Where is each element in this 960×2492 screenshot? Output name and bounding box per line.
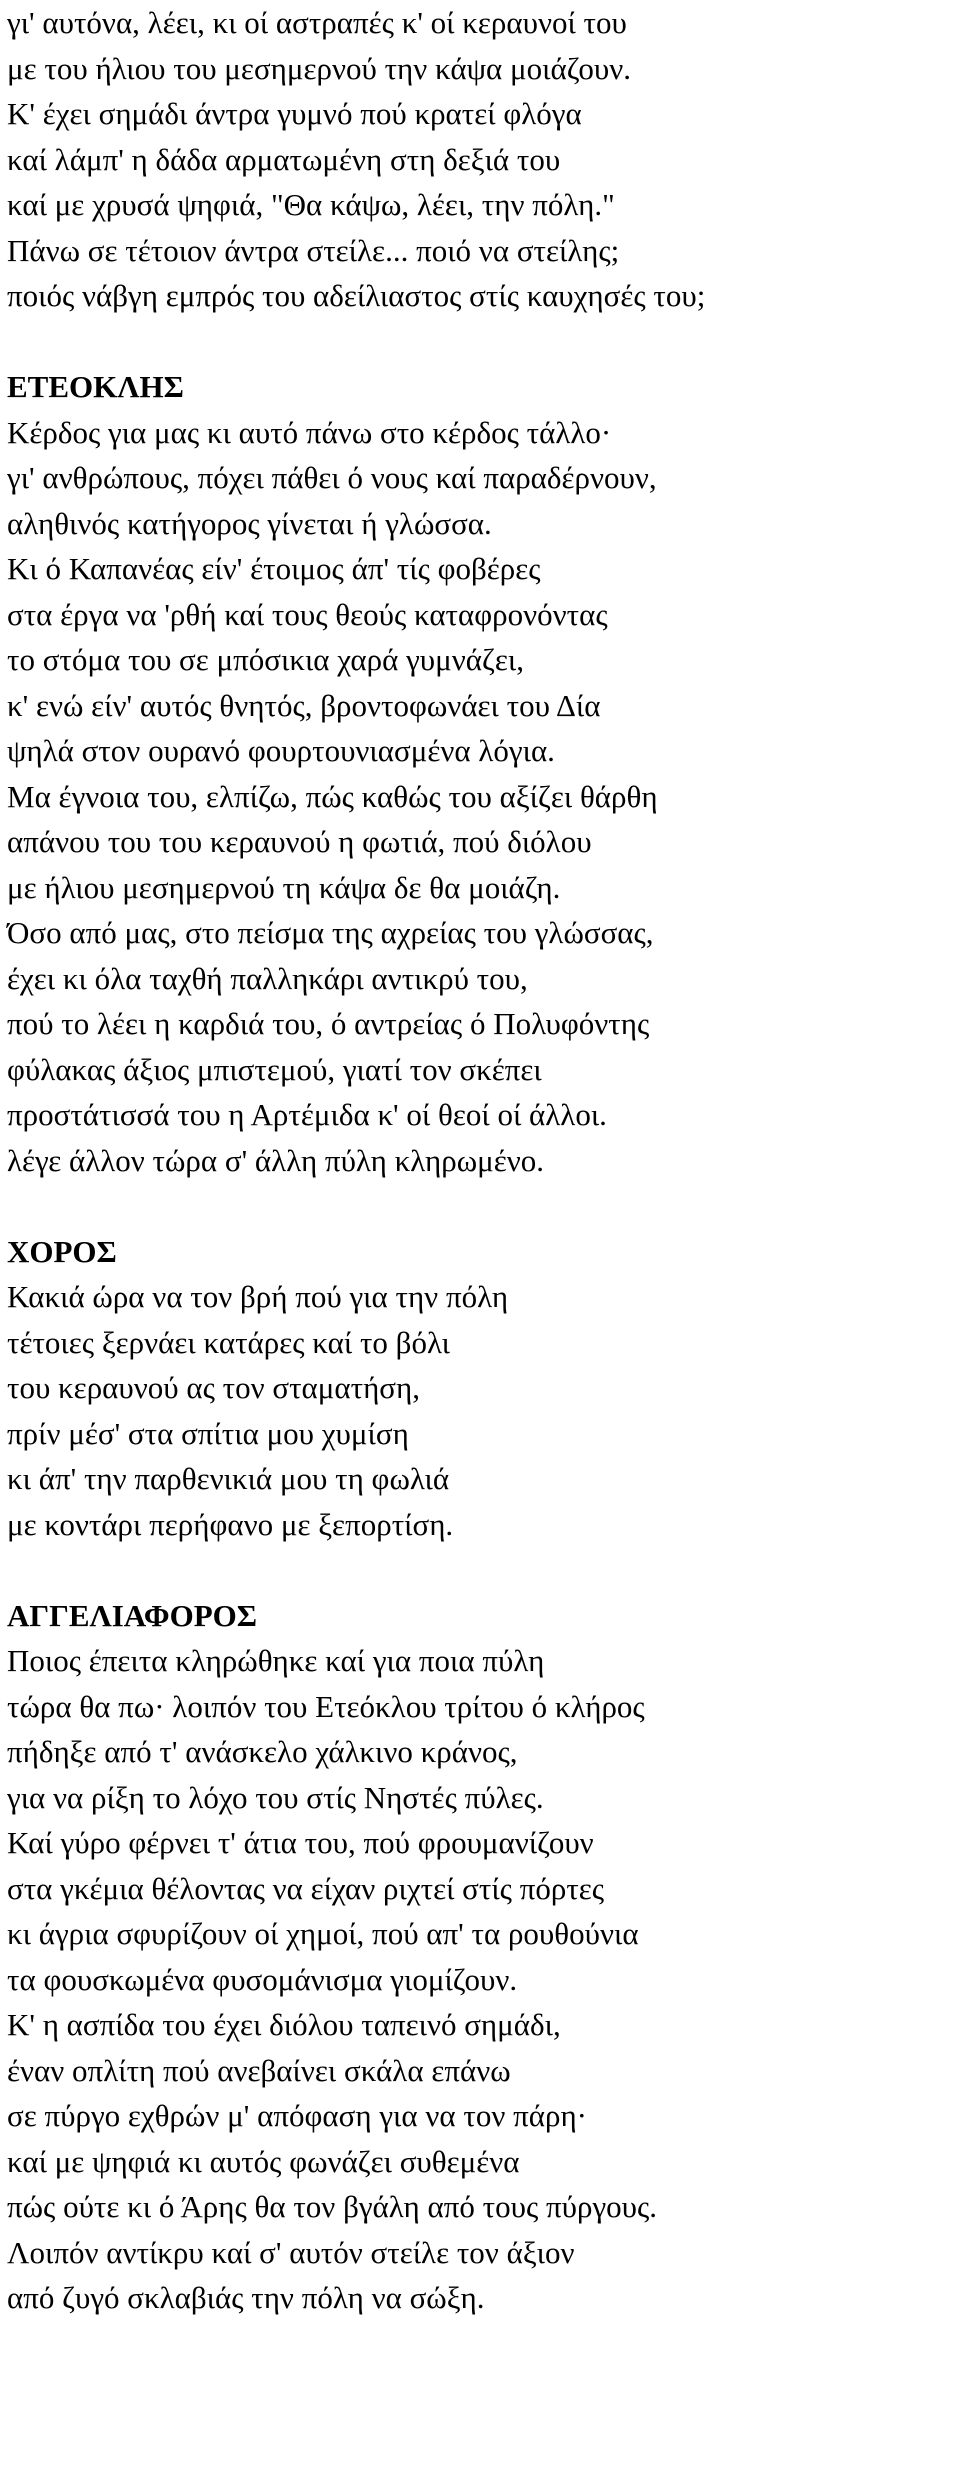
verse-line: γι' ανθρώπους, πόχει πάθει ό νους καί παραδέρνουν,: [7, 460, 657, 495]
verse-line: απάνου του του κεραυνού η φωτιά, πού διόλου: [7, 824, 592, 859]
verse-line: ποιός νάβγη εμπρός του αδείλιαστος στίς καυχησές του;: [7, 278, 706, 313]
verse-line: Κι ό Καπανέας είν' έτοιμος άπ' τίς φοβέρες: [7, 551, 541, 586]
verse-line: πρίν μέσ' στα σπίτια μου χυμίση: [7, 1415, 409, 1451]
verse-line: γι' αυτόνα, λέει, κι οί αστραπές κ' οί κεραυνοί του: [7, 5, 627, 40]
verse-line: το στόμα του σε μπόσικια χαρά γυμνάζει,: [7, 642, 524, 677]
verse-line: από ζυγό σκλαβιάς την πόλη να σώξη.: [7, 2280, 485, 2315]
eteocles-speech: [7, 364, 960, 1183]
verse-line: τα φουσκωμένα φυσομάνισμα γιομίζουν.: [7, 1961, 518, 1997]
verse-line: πήδηξε από τ' ανάσκελο χάλκινο κράνος,: [7, 1734, 518, 1769]
chorus-speech: [7, 1229, 960, 1548]
verse-line: τέτοιες ξερνάει κατάρες καί το βόλι: [7, 1324, 450, 1360]
messenger-speech: [7, 1593, 960, 2321]
verse-line: Λοιπόν αντίκρυ καί σ' αυτόν στείλε τον άξιον: [7, 2234, 575, 2270]
verse-line: έναν οπλίτη πού ανεβαίνει σκάλα επάνω: [7, 2052, 511, 2088]
verse-line: φύλακας άξιος μπιστεμού, γιατί τον σκέπει: [7, 1051, 542, 1087]
stanza-gap: [7, 1183, 960, 1229]
verse-line: έχει κι όλα ταχθή παλληκάρι αντικρύ του,: [7, 960, 528, 996]
speaker-heading: ΕΤΕΟΚΛΗΣ: [7, 369, 184, 404]
verse-line: Κακιά ώρα να τον βρή πού για την πόλη: [7, 1279, 509, 1314]
verse-line: Κέρδος για μας κι αυτό πάνω στο κέρδος τάλλο·: [7, 414, 612, 450]
verse-line: καί με χρυσά ψηφιά, "Θα κάψω, λέει, την πόλη.": [7, 187, 615, 222]
verse-line: Κ' η ασπίδα του έχει διόλου ταπεινό σημάδι,: [7, 2007, 561, 2042]
verse-line: Μα έγνοια του, ελπίζω, πώς καθώς του αξίζει θάρθη: [7, 778, 658, 814]
verse-line: σε πύργο εχθρών μ' απόφαση για να τον πάρη·: [7, 2098, 587, 2133]
verse-line: Καί γύρο φέρνει τ' άτια του, πού φρουμανίζουν: [7, 1825, 594, 1860]
verse-line: αληθινός κατήγορος γίνεται ή γλώσσα.: [7, 505, 492, 541]
verse-line: πώς ούτε κι ό Άρης θα τον βγάλη από τους πύργους.: [7, 2189, 658, 2224]
verse-line: Κ' έχει σημάδι άντρα γυμνό πού κρατεί φλόγα: [7, 96, 582, 131]
verse-line: λέγε άλλον τώρα σ' άλλη πύλη κληρωμένο.: [7, 1142, 545, 1178]
verse-line: για να ρίξη το λόχο του στίς Νηστές πύλες.: [7, 1779, 544, 1815]
verse-line: κ' ενώ είν' αυτός θνητός, βροντοφωνάει του Δία: [7, 687, 601, 723]
verse-line: στα έργα να 'ρθή καί τους θεούς καταφρονόντας: [7, 596, 608, 632]
verse-line: με κοντάρι περήφανο με ξεπορτίση.: [7, 1506, 454, 1542]
verse-line: κι άπ' την παρθενικιά μου τη φωλιά: [7, 1461, 450, 1496]
verse-line: με του ήλιου του μεσημερνού την κάψα μοιάζουν.: [7, 50, 632, 86]
verse-line: Ποιος έπειτα κληρώθηκε καί για ποια πύλη: [7, 1643, 545, 1678]
verse-line: τώρα θα πω· λοιπόν του Ετεόκλου τρίτου ό κλήρος: [7, 1688, 645, 1724]
verse-line: ψηλά στον ουρανό φουρτουνιασμένα λόγια.: [7, 733, 555, 768]
verse-line: πού το λέει η καρδιά του, ό αντρείας ό Πολυφόντης: [7, 1006, 650, 1041]
verse-line: κι άγρια σφυρίζουν οί χημοί, πού απ' τα ρουθούνια: [7, 1916, 639, 1951]
verse-line: με ήλιου μεσημερνού τη κάψα δε θα μοιάζη.: [7, 869, 561, 905]
opening-passage: [7, 0, 960, 319]
verse-line: Πάνω σε τέτοιον άντρα στείλε... ποιό να στείλης;: [7, 232, 620, 268]
verse-line: του κεραυνού ας τον σταματήση,: [7, 1370, 420, 1405]
stanza-gap: [7, 319, 960, 365]
stanza-gap: [7, 1547, 960, 1593]
verse-line: καί με ψηφιά κι αυτός φωνάζει συθεμένα: [7, 2143, 520, 2179]
speaker-heading: ΧΟΡΟΣ: [7, 1233, 117, 1269]
verse-line: προστάτισσά του η Αρτέμιδα κ' οί θεοί οί άλλοι.: [7, 1097, 607, 1132]
verse-line: στα γκέμια θέλοντας να είχαν ριχτεί στίς πόρτες: [7, 1870, 605, 1906]
speaker-heading: ΑΓΓΕΛΙΑΦΟΡΟΣ: [7, 1597, 258, 1633]
verse-line: καί λάμπ' η δάδα αρματωμένη στη δεξιά του: [7, 141, 561, 177]
verse-line: Όσο από μας, στο πείσμα της αχρείας του γλώσσας,: [7, 915, 654, 950]
